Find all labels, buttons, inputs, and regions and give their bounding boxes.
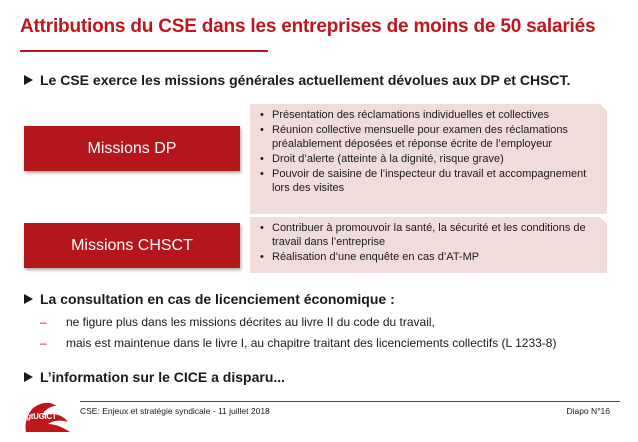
slide-title: Attributions du CSE dans les entreprises de moins de 50 salariés bbox=[20, 16, 596, 37]
footer-divider bbox=[80, 401, 620, 402]
list-item: • Réalisation d’une enquête en cas d’AT-MP bbox=[260, 251, 480, 263]
panel-corner-cut bbox=[600, 104, 607, 111]
bullet-text: La consultation en cas de licenciement économique : bbox=[40, 291, 395, 307]
slide-number: Diapo N°16 bbox=[566, 406, 610, 416]
list-item: • Droit d’alerte (atteinte à la dignité, risque grave) bbox=[260, 153, 504, 165]
panel-corner-cut bbox=[600, 217, 607, 224]
dp-details-panel bbox=[250, 104, 607, 214]
bullet-missions-intro bbox=[24, 72, 570, 88]
bullet-cice bbox=[24, 369, 285, 385]
title-underline bbox=[20, 50, 268, 52]
consultation-detail-2: – mais est maintenue dans le livre I, au chapitre traitant des licenciements collectifs (L 1233-8) bbox=[40, 336, 557, 350]
footer-caption: CSE: Enjeux et stratégie syndicale - 11 juillet 2018 bbox=[80, 406, 270, 416]
consultation-detail-1: – ne figure plus dans les missions décrites au livre II du code du travail, bbox=[40, 315, 435, 329]
list-item: • Pouvoir de saisine de l’inspecteur du travail et accompagnement lors des visites bbox=[260, 168, 587, 194]
triangle-right-icon bbox=[24, 294, 33, 304]
triangle-right-icon bbox=[24, 75, 33, 85]
dash-icon: – bbox=[40, 336, 47, 350]
list-item: • Présentation des réclamations individuelles et collectives bbox=[260, 109, 549, 121]
bullet-consultation bbox=[24, 291, 395, 307]
missions-dp-box: Missions DP bbox=[24, 126, 240, 171]
missions-chsct-box: Missions CHSCT bbox=[24, 223, 240, 268]
list-item: • Contribuer à promouvoir la santé, la sécurité et les conditions de travail dans l’entreprise bbox=[260, 222, 586, 248]
triangle-right-icon bbox=[24, 372, 33, 382]
bullet-text: L’information sur le CICE a disparu... bbox=[40, 369, 286, 385]
list-item: • Réunion collective mensuelle pour examen des réclamations préalablement déposées et réponse écrite de l’employeur bbox=[260, 124, 568, 150]
dash-icon: – bbox=[40, 315, 47, 329]
chsct-details-panel bbox=[250, 217, 607, 273]
bullet-text: Le CSE exerce les missions générales actuellement dévolues aux DP et CHSCT. bbox=[40, 72, 571, 88]
logo-text: cgtUGICT bbox=[22, 412, 57, 421]
